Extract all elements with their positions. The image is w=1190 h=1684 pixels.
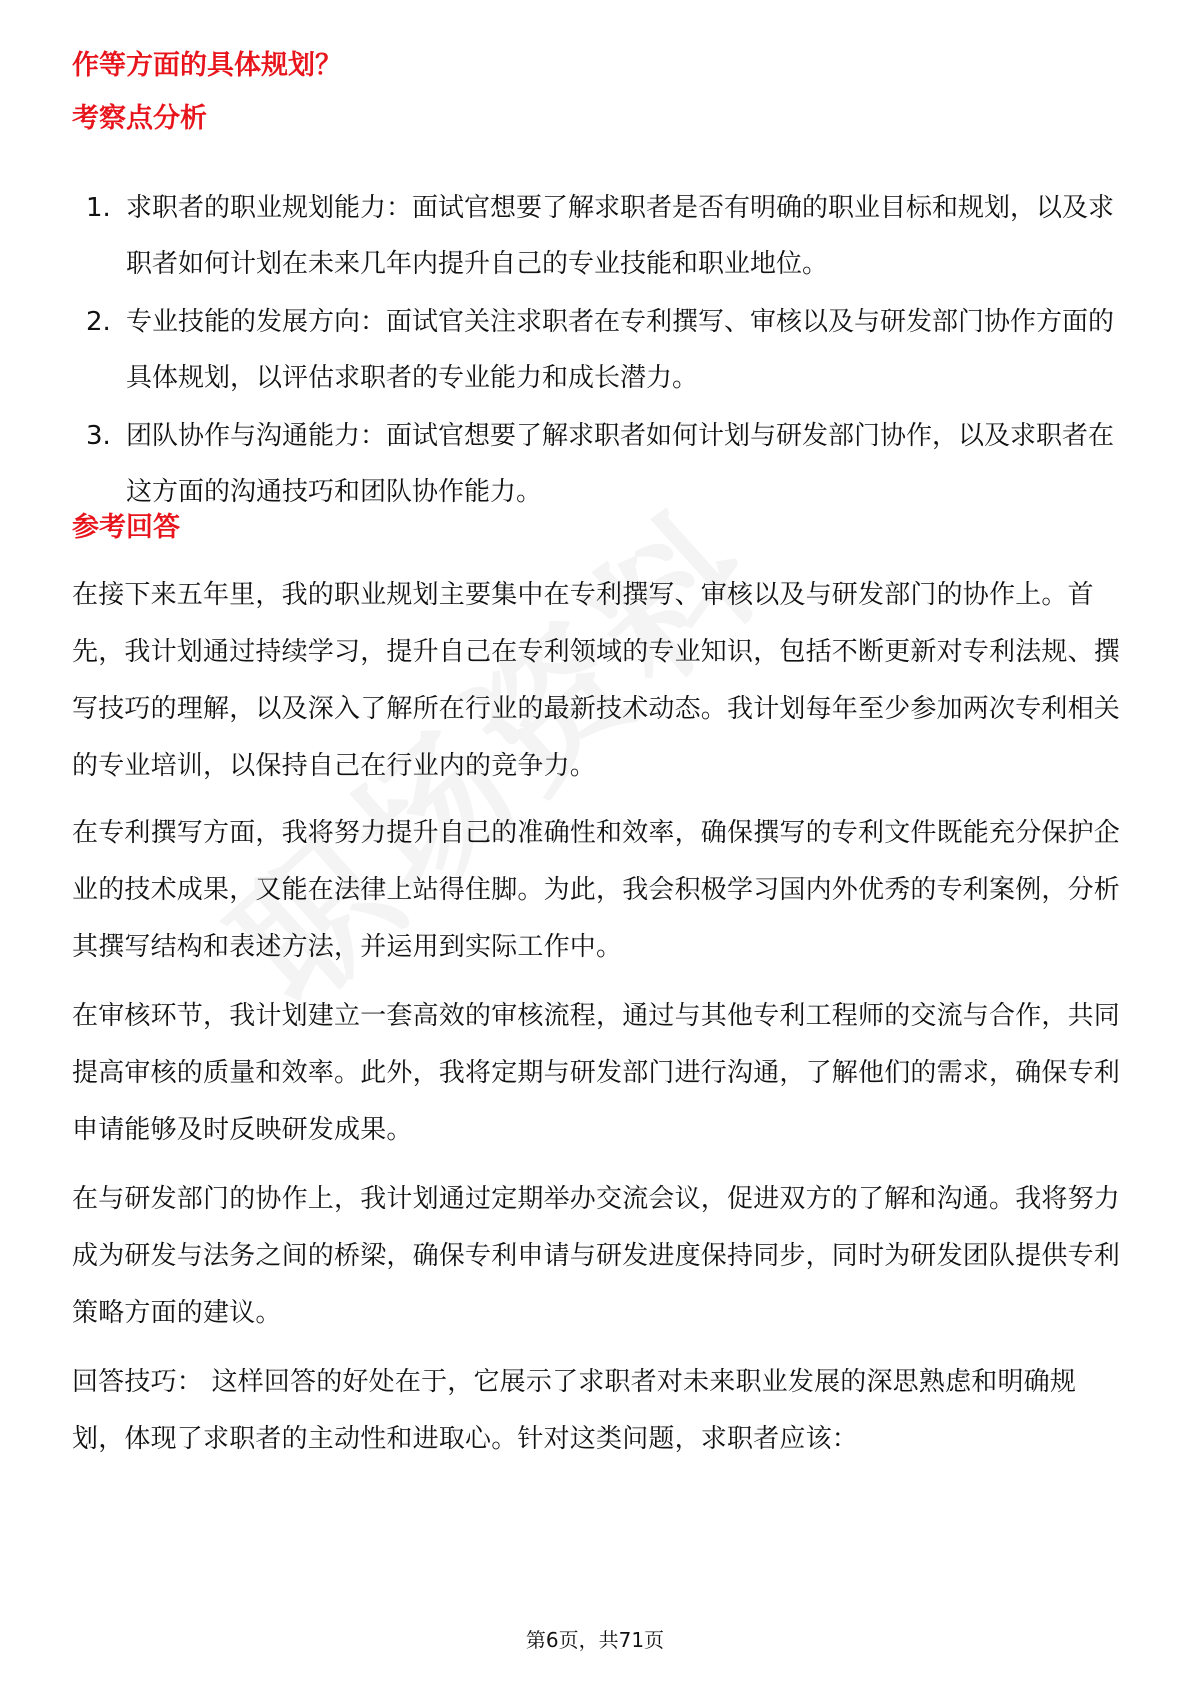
list-number: 3. <box>86 421 111 451</box>
answer-paragraph: 在接下来五年里，我的职业规划主要集中在专利撰写、审核以及与研发部门的协作上。首先，我计划通过持续学习，提升自己在专利领域的专业知识，包括不断更新对专利法规、撰写技巧的理解，以及深入了解所在行业的最新技术动态。我计划每年至少参加两次专利相关的专业培训，以保持自己在行业内的竞争力。 <box>72 580 1121 781</box>
analysis-heading: 考察点分析 <box>72 103 207 134</box>
tips-paragraph: 回答技巧： 这样回答的好处在于，它展示了求职者对未来职业发展的深思熟虑和明确规划，体现了求职者的主动性和进取心。针对这类问题，求职者应该： <box>72 1367 1077 1454</box>
answer-paragraph: 在审核环节，我计划建立一套高效的审核流程，通过与其他专利工程师的交流与合作，共同提高审核的质量和效率。此外，我将定期与研发部门进行沟通，了解他们的需求，确保专利申请能够及时反映研发成果。 <box>72 1001 1121 1145</box>
list-number: 2. <box>86 307 111 337</box>
list-item <box>72 294 1122 406</box>
list-item <box>72 180 1122 292</box>
list-text: 求职者的职业规划能力：面试官想要了解求职者是否有明确的职业目标和规划，以及求职者如何计划在未来几年内提升自己的专业技能和职业地位。 <box>126 193 1115 279</box>
answer-paragraph: 在与研发部门的协作上，我计划通过定期举办交流会议，促进双方的了解和沟通。我将努力成为研发与法务之间的桥梁，确保专利申请与研发进度保持同步，同时为研发团队提供专利策略方面的建议。 <box>72 1184 1121 1328</box>
question-fragment: 作等方面的具体规划？ <box>72 50 342 81</box>
answer-heading: 参考回答 <box>72 512 180 543</box>
list-text: 团队协作与沟通能力：面试官想要了解求职者如何计划与研发部门协作，以及求职者在这方面的沟通技巧和团队协作能力。 <box>126 421 1115 507</box>
list-number: 1. <box>86 193 111 223</box>
analysis-list <box>72 180 1122 522</box>
answer-paragraph: 在专利撰写方面，我将努力提升自己的准确性和效率，确保撰写的专利文件既能充分保护企业的技术成果，又能在法律上站得住脚。为此，我会积极学习国内外优秀的专利案例，分析其撰写结构和表述方法，并运用到实际工作中。 <box>72 818 1121 962</box>
list-text: 专业技能的发展方向：面试官关注求职者在专利撰写、审核以及与研发部门协作方面的具体规划，以评估求职者的专业能力和成长潜力。 <box>126 307 1115 393</box>
page-number: 第6页，共71页 <box>525 1628 665 1652</box>
list-item <box>72 408 1122 520</box>
